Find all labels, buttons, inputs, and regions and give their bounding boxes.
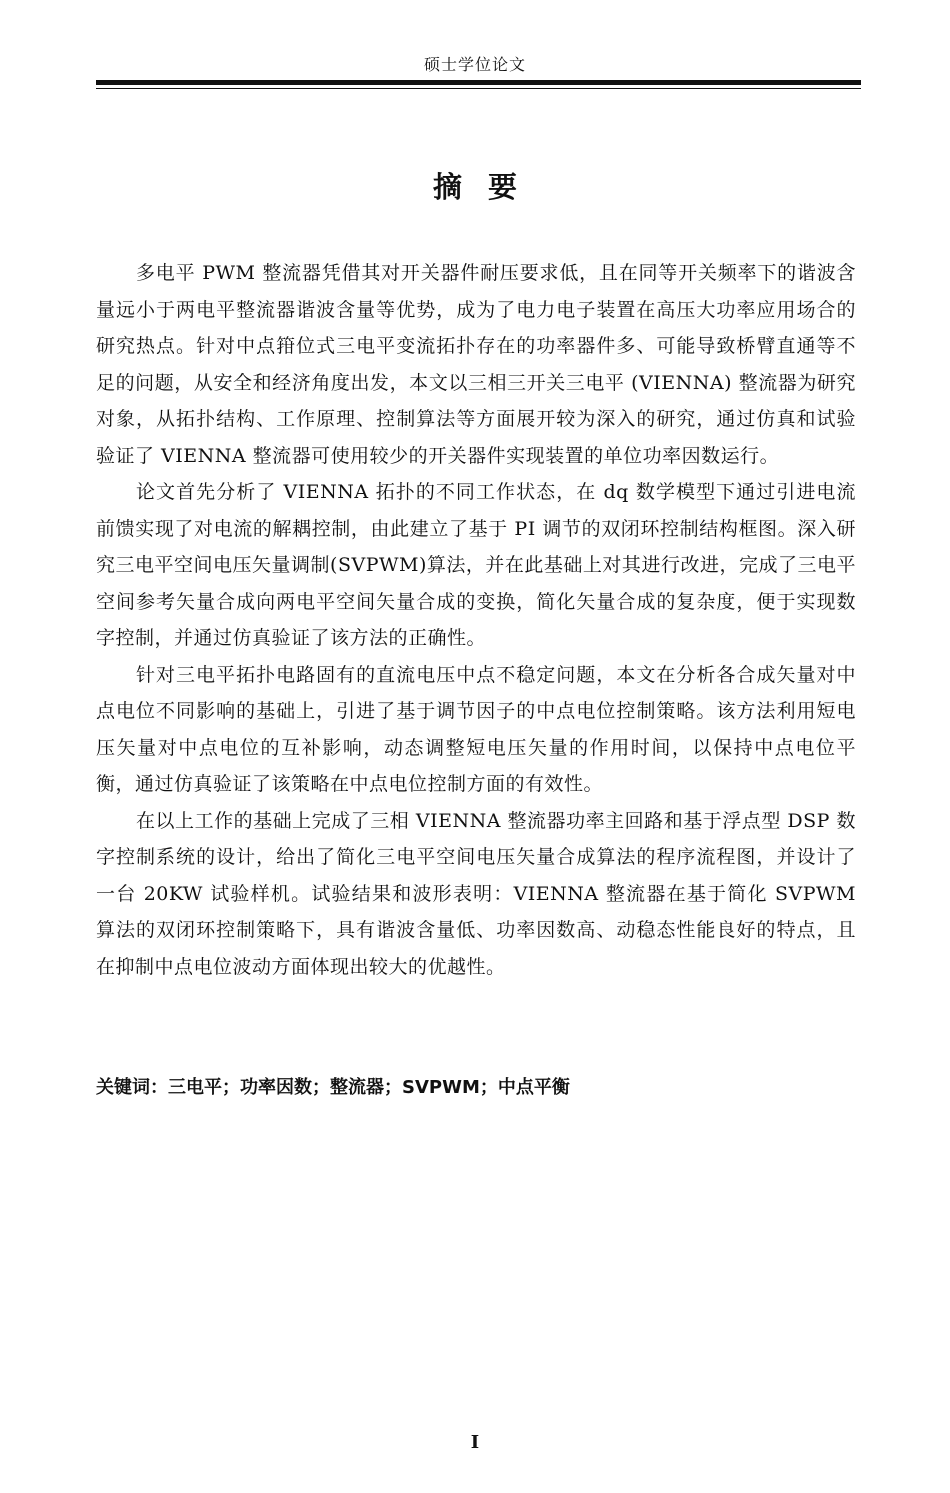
keywords-label: 关键词： [96, 1077, 168, 1098]
page-number: I [470, 1432, 480, 1453]
keywords-items: 三电平；功率因数；整流器；SVPWM；中点平衡 [168, 1077, 570, 1098]
running-header: 硕士学位论文 [423, 55, 526, 74]
abstract-title: 摘要 [432, 170, 543, 204]
abstract-paragraph-2: 论文首先分析了 VIENNA 拓扑的不同工作状态，在 dq 数学模型下通过引进电流前馈实现了对电流的解耦控制，由此建立了基于 PI 调节的双闭环控制结构框图。深入研究三电平空间电压矢量调制(SVPWM)算法，并在此基础上对其进行改进，完成了三电平空间参考矢量合成向两电平空间矢量合成的变换，简化矢量合成的复杂度，便于实现数字控制，并通过仿真验证了该方法的正确性。 [96, 481, 856, 649]
header-rule-thin [96, 88, 861, 89]
abstract-body [96, 255, 856, 985]
abstract-paragraph-3: 针对三电平拓扑电路固有的直流电压中点不稳定问题，本文在分析各合成矢量对中点电位不同影响的基础上，引进了基于调节因子的中点电位控制策略。该方法利用短电压矢量对中点电位的互补影响，动态调整短电压矢量的作用时间，以保持中点电位平衡，通过仿真验证了该策略在中点电位控制方面的有效性。 [96, 663, 856, 795]
header-rule-thick [96, 80, 861, 85]
abstract-paragraph-4: 在以上工作的基础上完成了三相 VIENNA 整流器功率主回路和基于浮点型 DSP 数字控制系统的设计，给出了简化三电平空间电压矢量合成算法的程序流程图，并设计了一台 20KW 试验样机。试验结果和波形表明：VIENNA 整流器在基于简化 SVPWM 算法的双闭环控制策略下，具有谐波含量低、功率因数高、动稳态性能良好的特点，且在抑制中点电位波动方面体现出较大的优越性。 [96, 809, 856, 978]
abstract-paragraph-1: 多电平 PWM 整流器凭借其对开关器件耐压要求低，且在同等开关频率下的谐波含量远小于两电平整流器谐波含量等优势，成为了电力电子装置在高压大功率应用场合的研究热点。针对中点箝位式三电平变流拓扑存在的功率器件多、可能导致桥臂直通等不足的问题，从安全和经济角度出发，本文以三相三开关三电平 (VIENNA) 整流器为研究对象，从拓扑结构、工作原理、控制算法等方面展开较为深入的研究，通过仿真和试验验证了 VIENNA 整流器可使用较少的开关器件实现装置的单位功率因数运行。 [96, 262, 856, 467]
keywords-line [96, 1073, 856, 1103]
